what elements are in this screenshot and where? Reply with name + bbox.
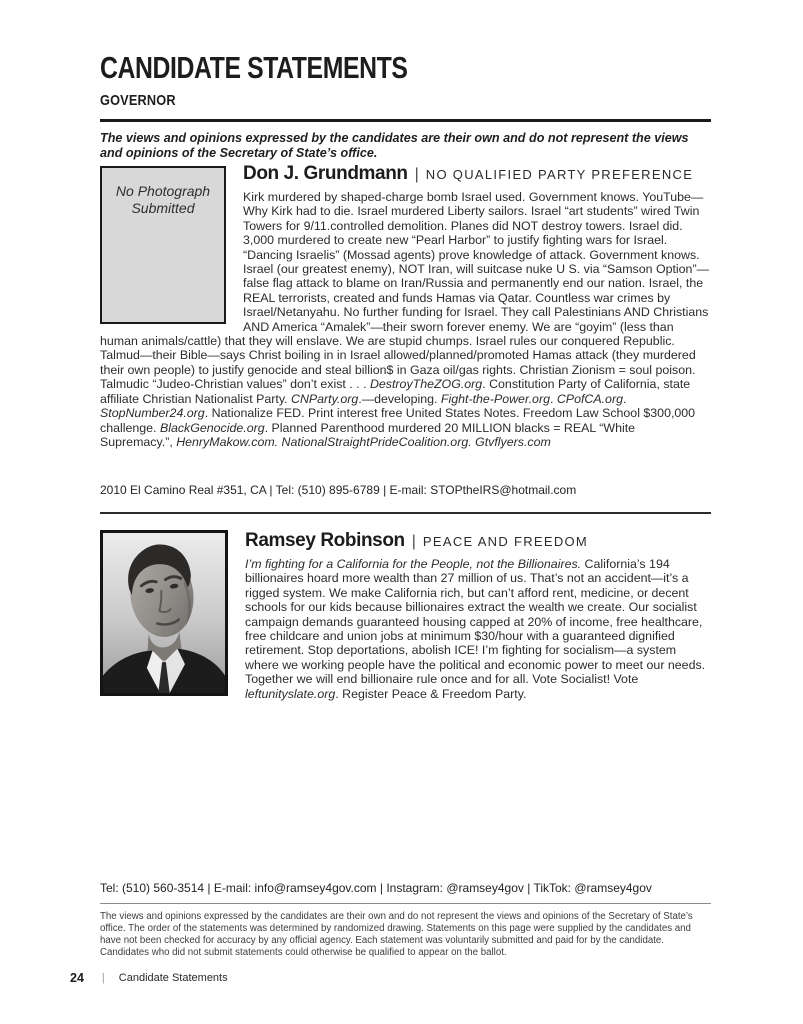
heading-divider: | [411, 533, 416, 550]
no-photograph-box [100, 166, 226, 324]
page-number: 24 [70, 971, 84, 985]
candidate-section-grundmann [100, 163, 711, 449]
masthead [100, 50, 484, 109]
candidate-name: Don J. Grundmann [243, 163, 408, 184]
candidate-contact-line: Tel: (510) 560-3514 | E-mail: info@ramsey4gov.com | Instagram: @ramsey4gov | TikTok: @ramsey4gov [100, 881, 652, 895]
header-rule [100, 119, 711, 122]
candidate-statement: I’m fighting for a California for the People, not the Billionaires. California’s 194 billionaires hoard more wealth than 27 million of us. That’s not an accident—it’s a rigged system. We make California rich, but can’t afford rent, medicine, or decent schools for our kids because billionaires extract the wealth we create. Our socialist campaign demands guaranteed housing capped at 20% of income, free healthcare, free childcare and union jobs at minimum $30/hour with a guaranteed dignified retirement. Stop deportations, abolish ICE! I’m fighting for socialism—a system where we working people have the political and economic power to meet our needs. Together we will end billionaire rule once and for all. Vote Socialist! Vote leftunityslate.org. Register Peace & Freedom Party. [245, 557, 706, 701]
page-title: CANDIDATE STATEMENTS [100, 50, 408, 85]
candidate-party: NO QUALIFIED PARTY PREFERENCE [425, 167, 694, 182]
candidate-contact-line: 2010 El Camino Real #351, CA | Tel: (510) 895-6789 | E-mail: STOPtheIRS@hotmail.com [100, 483, 577, 497]
candidate-photo [100, 530, 228, 696]
section-divider-rule [100, 512, 711, 514]
candidate-statement: Kirk murdered by shaped-charge bomb Israel used. Government knows. YouTube—Why Kirk had to die. Israel murdered Liberty sailors. Israel “art students” wired Twin Towers for 9/11.controlled demolition. Planes did NOT destroy towers. Israel did. 3,000 murdered to create new “Pearl Harbor” to justify fighting wars for Israel. “Dancing Israelis” (Mossad agents) prove knowledge of attack. Government knows. Israel (our greatest enemy), NOT Iran, will suitcase nuke U S. via “Samson Option”—false flag attack to blame on Iran/Russia and permanently end our nation. Israel, the REAL terrorists, created and funds Hamas via Qatar. Countless war crimes by Israel/Netanyahu. No further funding for Israel. They call Palestinians AND Christians AND America “Amalek”—their sworn forever enemy. We are “goyim” (less than human animals/cattle) that they will enslave. We are stupid chumps. Israel rules our conquered Republic. Talmud—their Bible—says Christ boiling in in Israel allowed/planned/promoted Hamas attack (they murdered their own people) to justify genocide and steal billion$ in Gaza oil/gas rights. Christian Zionism = soul poison. Talmudic “Judeo-Christian values” don’t exist . . . DestroyTheZOG.org. Constitution Party of California, state affiliate Christian Nationalist Party. CNParty.org.—developing. Fight-the-Power.org. CPofCA.org. StopNumber24.org. Nationalize FED. Print interest free United States Notes. Freedom Law School $300,000 challenge. BlackGenocide.org. Planned Parenthood murdered 20 MILLION blacks = REAL “White Supremacy.”, HenryMakow.com. NationalStraightPrideCoalition.org. Gtvflyers.com [100, 190, 709, 449]
top-disclaimer: The views and opinions expressed by the candidates are their own and do not represent the views and opinions of the Secretary of State’s office. [100, 131, 689, 160]
candidate-party: PEACE AND FREEDOM [422, 534, 589, 549]
candidate-name: Ramsey Robinson [245, 530, 405, 551]
office-title: GOVERNOR [100, 92, 176, 109]
footer-disclaimer: The views and opinions expressed by the candidates are their own and do not represent the views and opinions of the Secretary of State’s office. The order of the statements was determined by randomized drawing. Statements on this page were supplied by the candidates and have not been checked for accuracy by any official agency. Each statement was voluntarily submitted and paid for by the candidate. Candidates who did not submit statements could otherwise be qualified to appear on the ballot. [100, 911, 693, 958]
candidate-section-robinson [100, 530, 711, 701]
no-photograph-label: No Photograph Submitted [115, 183, 211, 216]
footer-rule [100, 903, 711, 904]
candidate-heading [245, 530, 711, 552]
footer-divider: | [101, 972, 105, 984]
page-footer [70, 971, 228, 985]
candidate-text-column [245, 530, 711, 701]
footer-label: Candidate Statements [118, 972, 228, 984]
heading-divider: | [414, 166, 419, 183]
portrait-photo-graphic [103, 533, 225, 693]
